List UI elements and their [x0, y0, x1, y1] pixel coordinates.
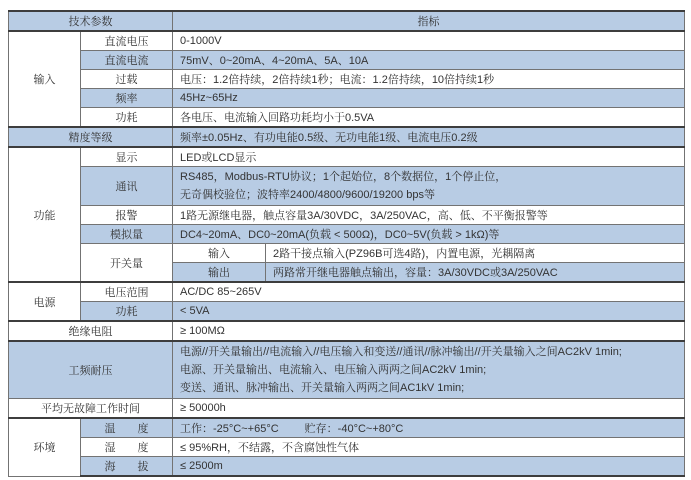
row-humidity — [9, 438, 685, 457]
altitude-label: 海 拔 — [81, 457, 173, 477]
frequency-value: 45Hz~65Hz — [173, 89, 685, 108]
row-switch-input — [9, 244, 685, 263]
group-function: 功能 — [9, 147, 81, 282]
row-withstand — [9, 341, 685, 399]
spec-table — [8, 10, 685, 477]
row-frequency — [9, 89, 685, 108]
group-power: 电源 — [9, 282, 81, 321]
withstand-label: 工频耐压 — [9, 341, 173, 399]
withstand-value — [173, 341, 685, 399]
dc-voltage-value: 0-1000V — [173, 31, 685, 51]
frequency-label: 频率 — [81, 89, 173, 108]
switch-input-value: 2路干接点输入(PZ96B可选4路)，内置电源，光耦隔离 — [266, 244, 685, 263]
dc-voltage-label: 直流电压 — [81, 31, 173, 51]
insulation-label: 绝缘电阻 — [9, 321, 173, 341]
row-altitude — [9, 457, 685, 477]
row-accuracy — [9, 127, 685, 147]
row-dc-current — [9, 51, 685, 70]
mtbf-label: 平均无故障工作时间 — [9, 399, 173, 419]
power-consumption-label: 功耗 — [81, 302, 173, 322]
temperature-value — [173, 418, 685, 438]
mtbf-value: ≥ 50000h — [173, 399, 685, 419]
input-consumption-value: 各电压、电流输入回路功耗均小于0.5VA — [173, 108, 685, 128]
temperature-label: 温 度 — [81, 418, 173, 438]
comm-line2: 无奇偶校验位；波特率2400/4800/9600/19200 bps等 — [180, 189, 435, 201]
row-voltage-range — [9, 282, 685, 302]
switch-input-label: 输入 — [173, 244, 266, 263]
alarm-label: 报警 — [81, 206, 173, 225]
withstand-line2: 电源、开关量输出、电流输入、电压输入两两之间AC2kV 1min; — [180, 364, 487, 376]
comm-label: 通讯 — [81, 167, 173, 206]
input-consumption-label: 功耗 — [81, 108, 173, 128]
switch-output-value: 两路常开继电器触点输出，容量：3A/30VDC或3A/250VAC — [266, 263, 685, 283]
row-overload — [9, 70, 685, 89]
display-value: LED或LCD显示 — [173, 147, 685, 167]
overload-value: 电压：1.2倍持续，2倍持续1秒；电流：1.2倍持续，10倍持续1秒 — [173, 70, 685, 89]
row-analog — [9, 225, 685, 244]
analog-value: DC4~20mA、DC0~20mA(负载 < 500Ω)，DC0~5V(负载 > 1kΩ)等 — [173, 225, 685, 244]
dc-current-label: 直流电流 — [81, 51, 173, 70]
temperature-storage: 贮存：-40°C~+80°C — [304, 423, 404, 435]
comm-value — [173, 167, 685, 206]
row-comm — [9, 167, 685, 206]
switch-output-label: 输出 — [173, 263, 266, 283]
group-input: 输入 — [9, 31, 81, 127]
dc-current-value: 75mV、0~20mA、4~20mA、5A、10A — [173, 51, 685, 70]
row-input-consumption — [9, 108, 685, 128]
row-temperature — [9, 418, 685, 438]
header-params: 技术参数 — [9, 11, 173, 31]
insulation-value: ≥ 100MΩ — [173, 321, 685, 341]
overload-label: 过载 — [81, 70, 173, 89]
humidity-value: ≤ 95%RH，不结露，不含腐蚀性气体 — [173, 438, 685, 457]
row-alarm — [9, 206, 685, 225]
switch-group-label: 开关量 — [81, 244, 173, 283]
accuracy-label: 精度等级 — [9, 127, 173, 147]
row-display — [9, 147, 685, 167]
accuracy-value: 频率±0.05Hz、有功电能0.5级、无功电能1级、电流电压0.2级 — [173, 127, 685, 147]
row-dc-voltage — [9, 31, 685, 51]
altitude-value: ≤ 2500m — [173, 457, 685, 477]
analog-label: 模拟量 — [81, 225, 173, 244]
row-mtbf — [9, 399, 685, 419]
humidity-label: 湿 度 — [81, 438, 173, 457]
alarm-value: 1路无源继电器，触点容量3A/30VDC，3A/250VAC，高、低、不平衡报警等 — [173, 206, 685, 225]
power-consumption-value: < 5VA — [173, 302, 685, 322]
header-indicator: 指标 — [173, 11, 685, 31]
withstand-line1: 电源//开关量输出//电流输入//电压输入和变送//通讯//脉冲输出//开关量输入之间AC2kV 1min; — [180, 346, 622, 358]
display-label: 显示 — [81, 147, 173, 167]
voltage-range-label: 电压范围 — [81, 282, 173, 302]
voltage-range-value: AC/DC 85~265V — [173, 282, 685, 302]
header-row — [9, 11, 685, 31]
comm-line1: RS485，Modbus-RTU协议；1个起始位，8个数据位，1个停止位， — [180, 171, 507, 183]
row-insulation — [9, 321, 685, 341]
group-environment: 环境 — [9, 418, 81, 476]
row-power-consumption — [9, 302, 685, 322]
withstand-line3: 变送、通讯、脉冲输出、开关量输入两两之间AC1kV 1min; — [180, 382, 465, 394]
temperature-work: 工作：-25°C~+65°C — [180, 423, 279, 435]
